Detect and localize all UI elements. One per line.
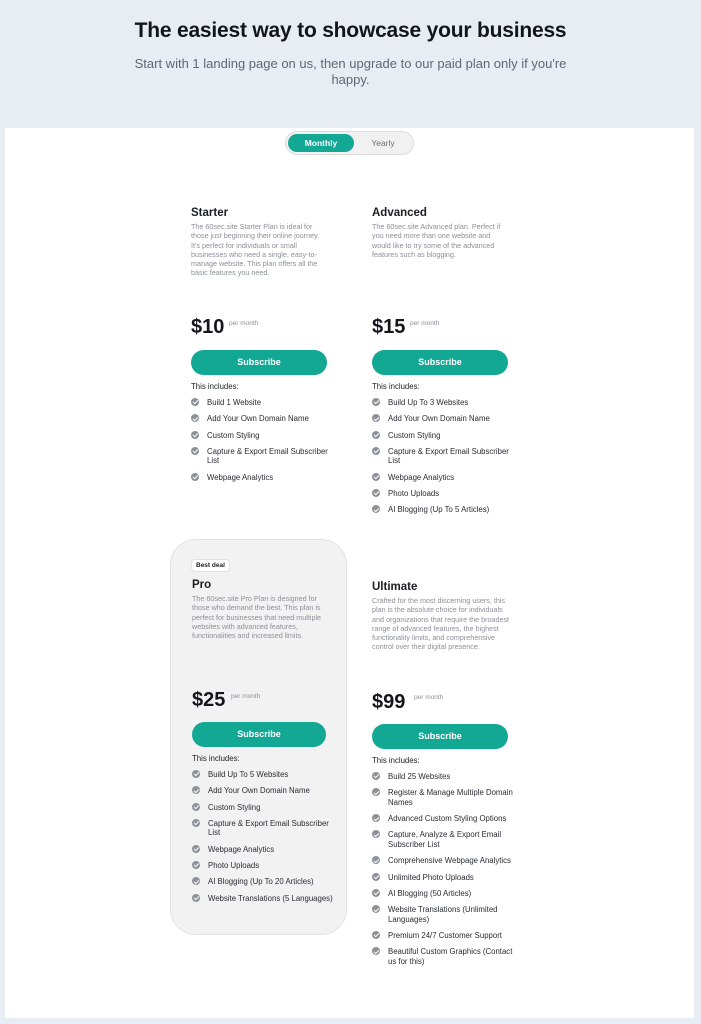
feature-item — [372, 873, 522, 883]
feature-item — [372, 772, 522, 782]
check-circle-icon — [372, 489, 380, 497]
plan-price: $99 — [372, 691, 406, 713]
feature-item — [192, 819, 342, 838]
check-circle-icon — [372, 398, 380, 406]
subscribe-button[interactable]: Subscribe — [191, 350, 327, 375]
feature-label: Register & Manage Multiple Domain Names — [388, 788, 513, 807]
check-circle-icon — [372, 431, 380, 439]
check-circle-icon — [372, 905, 380, 913]
feature-item — [192, 861, 342, 871]
includes-label: This includes: — [372, 756, 420, 765]
price-period: per month — [229, 320, 259, 327]
yearly-option[interactable]: Yearly — [371, 138, 395, 148]
feature-label: Comprehensive Webpage Analytics — [388, 856, 511, 866]
feature-item — [192, 894, 342, 904]
feature-item — [192, 803, 342, 813]
price-period: per month — [410, 320, 440, 327]
feature-label: Webpage Analytics — [208, 844, 275, 854]
check-circle-icon — [191, 398, 199, 406]
feature-label: Capture, Analyze & Export Email Subscriber List — [388, 830, 502, 850]
feature-item — [372, 830, 522, 849]
feature-label: Add Your Own Domain Name — [207, 414, 309, 424]
feature-label: Build Up To 3 Websites — [388, 398, 469, 407]
plan-name: Ultimate — [372, 581, 418, 593]
check-circle-icon — [372, 830, 380, 838]
feature-item — [191, 398, 341, 408]
check-circle-icon — [191, 447, 199, 455]
best-deal-badge: Best deal — [191, 559, 230, 572]
check-circle-icon — [372, 505, 380, 513]
check-circle-icon — [372, 856, 380, 864]
check-circle-icon — [192, 819, 200, 827]
feature-label: Capture & Export Email Subscriber List — [208, 818, 329, 838]
plan-price: $15 — [372, 316, 406, 338]
check-circle-icon — [372, 447, 380, 455]
feature-list — [192, 770, 342, 910]
subscribe-button[interactable]: Subscribe — [372, 350, 508, 375]
feature-label: AI Blogging (Up To 20 Articles) — [208, 877, 314, 887]
billing-toggle[interactable] — [285, 131, 414, 155]
feature-label: Website Translations (5 Languages) — [208, 893, 333, 903]
check-circle-icon — [191, 431, 199, 439]
feature-label: Beautiful Custom Graphics (Contact us for this) — [388, 947, 513, 966]
plan-card-ultimate — [372, 581, 522, 1001]
pricing-panel — [5, 128, 694, 1018]
check-circle-icon — [372, 814, 380, 822]
plan-name: Starter — [191, 207, 229, 219]
feature-item — [372, 505, 522, 515]
includes-label: This includes: — [372, 382, 420, 391]
check-circle-icon — [191, 414, 199, 422]
feature-item — [372, 788, 522, 807]
feature-item — [191, 473, 341, 483]
feature-item — [191, 414, 341, 424]
feature-label: AI Blogging (Up To 5 Articles) — [388, 505, 490, 515]
check-circle-icon — [372, 947, 380, 955]
feature-item — [191, 431, 341, 441]
feature-list — [372, 772, 522, 973]
feature-label: Photo Uploads — [208, 861, 260, 870]
feature-label: Premium 24/7 Customer Support — [388, 931, 502, 941]
check-circle-icon — [191, 473, 199, 481]
feature-label: Advanced Custom Styling Options — [388, 814, 507, 824]
plan-card-starter — [191, 207, 341, 507]
feature-item — [372, 814, 522, 824]
feature-label: Custom Styling — [207, 430, 260, 440]
page-subtitle: Start with 1 landing page on us, then upgrade to our paid plan only if you're happy. — [134, 56, 567, 87]
check-circle-icon — [372, 889, 380, 897]
plan-card-advanced — [372, 207, 522, 527]
feature-item — [192, 770, 342, 780]
check-circle-icon — [372, 772, 380, 780]
feature-label: Build 1 Website — [207, 398, 262, 407]
feature-item — [192, 845, 342, 855]
plan-name: Advanced — [372, 207, 427, 219]
feature-label: Custom Styling — [388, 430, 441, 440]
plan-description: Crafted for the most discerning users, this plan is the absolute choice for individuals and organizations that require the broadest range of advanced features, the highest functionality limits, and comprehensive control over their digital presence. — [372, 596, 510, 652]
feature-label: Build 25 Websites — [388, 772, 451, 781]
includes-label: This includes: — [192, 754, 240, 763]
check-circle-icon — [372, 931, 380, 939]
feature-label: Add Your Own Domain Name — [208, 786, 310, 796]
subscribe-button[interactable]: Subscribe — [372, 724, 508, 749]
check-circle-icon — [192, 845, 200, 853]
feature-label: Webpage Analytics — [207, 472, 274, 482]
check-circle-icon — [372, 473, 380, 481]
feature-label: Build Up To 5 Websites — [208, 770, 289, 779]
includes-label: This includes: — [191, 382, 239, 391]
feature-item — [372, 447, 522, 466]
feature-label: Unlimited Photo Uploads — [388, 872, 474, 882]
feature-label: Capture & Export Email Subscriber List — [388, 446, 509, 466]
plan-price: $25 — [192, 689, 226, 711]
plan-name: Pro — [192, 579, 212, 591]
check-circle-icon — [372, 788, 380, 796]
subscribe-button[interactable]: Subscribe — [192, 722, 326, 747]
plan-price: $10 — [191, 316, 225, 338]
hero-section — [0, 0, 701, 128]
feature-item — [372, 931, 522, 941]
plan-card-pro — [192, 579, 342, 919]
feature-label: AI Blogging (50 Articles) — [388, 888, 472, 898]
feature-item — [191, 447, 341, 466]
monthly-option[interactable]: Monthly — [288, 134, 354, 152]
page-title: The easiest way to showcase your business — [134, 19, 567, 42]
check-circle-icon — [372, 873, 380, 881]
feature-label: Photo Uploads — [388, 489, 440, 498]
feature-label: Capture & Export Email Subscriber List — [207, 446, 328, 466]
feature-item — [192, 877, 342, 887]
feature-item — [372, 947, 522, 966]
check-circle-icon — [192, 770, 200, 778]
feature-list — [372, 398, 522, 522]
feature-item — [372, 889, 522, 899]
feature-item — [372, 473, 522, 483]
check-circle-icon — [192, 894, 200, 902]
plan-description: The 60sec.site Starter Plan is ideal for those just beginning their online journey. It's perfect for individuals or small businesses who need a single, easy-to-manage website. This plan offers all the basic features you need. — [191, 222, 320, 278]
plan-description: The 60sec.site Pro Plan is designed for those who demand the best. This plan is perfect for businesses that need multiple websites with advanced features, functionalities and increased limits. — [192, 594, 322, 641]
feature-item — [372, 414, 522, 424]
feature-list — [191, 398, 341, 489]
feature-item — [372, 431, 522, 441]
feature-item — [372, 489, 522, 499]
feature-label: Custom Styling — [208, 802, 261, 812]
check-circle-icon — [192, 877, 200, 885]
check-circle-icon — [192, 786, 200, 794]
feature-item — [372, 905, 522, 924]
feature-item — [192, 786, 342, 796]
check-circle-icon — [192, 861, 200, 869]
price-period: per month — [414, 694, 444, 701]
feature-label: Add Your Own Domain Name — [388, 414, 490, 424]
check-circle-icon — [372, 414, 380, 422]
check-circle-icon — [192, 803, 200, 811]
price-period: per month — [231, 693, 261, 700]
plan-description: The 60sec.site Advanced plan. Perfect if you need more than one website and would like to try some of the advanced features such as blogging. — [372, 222, 501, 259]
feature-label: Website Translations (Unlimited Languages) — [388, 905, 498, 924]
feature-item — [372, 856, 522, 866]
feature-label: Webpage Analytics — [388, 472, 455, 482]
feature-item — [372, 398, 522, 408]
